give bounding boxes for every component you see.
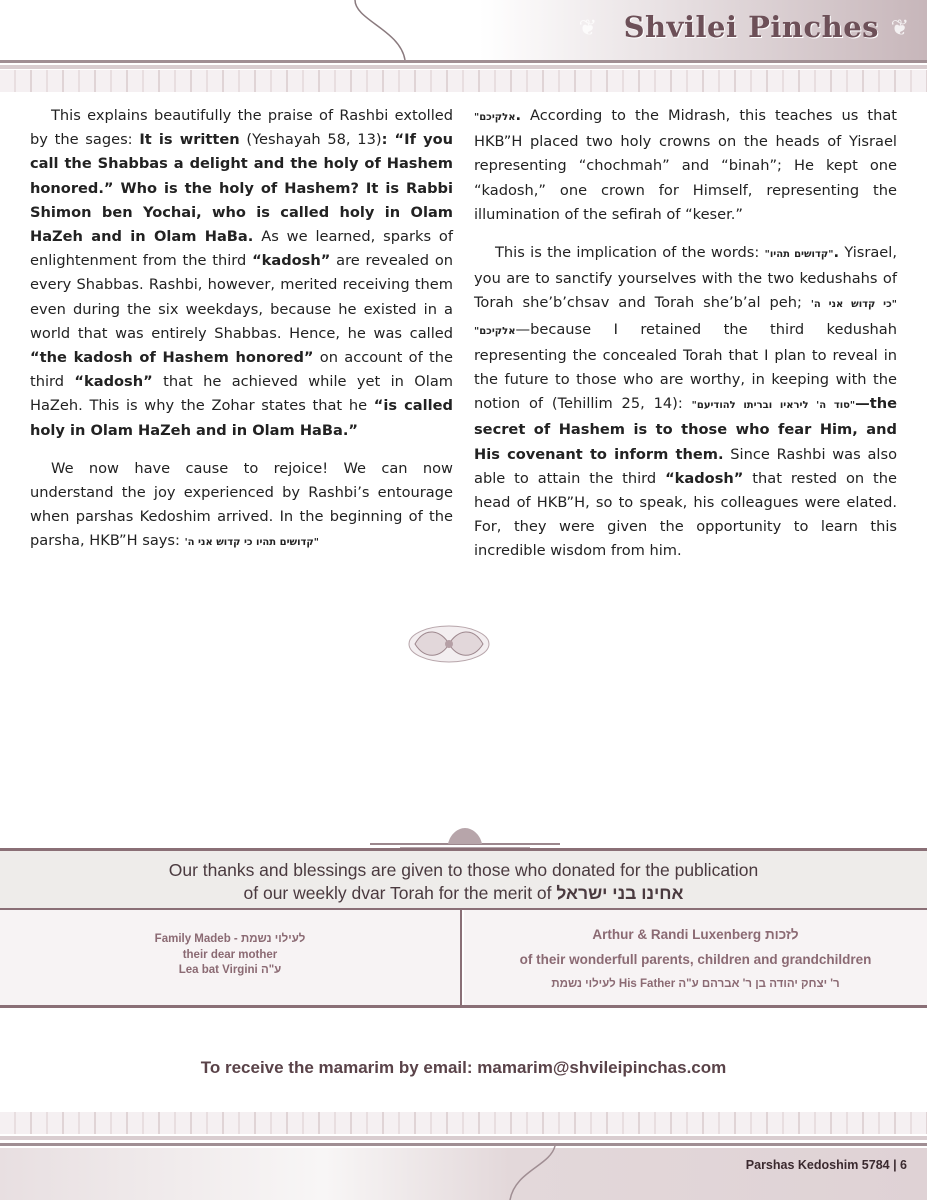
- donor-heading-line1: Our thanks and blessings are given to those who donated for the publication: [168, 860, 759, 880]
- donor-heading-line2: of our weekly dvar Torah for the merit of: [243, 883, 552, 903]
- footer-rule: [0, 1143, 927, 1146]
- paragraph: [30, 104, 453, 443]
- text: —because I retained the third kedushah representing the concealed Torah that I plan to reveal in the future to those who are worthy, in keeping with the notion of (Tehillim 25, 14):: [474, 320, 897, 413]
- text: that rested on the head of HKB”H, so to speak, his colleagues were elated. For, they were given the opportunity to learn this incredible wisdom from him.: [474, 469, 898, 560]
- donor-acknowledgement-box: [0, 848, 927, 1008]
- text: According to the Midrash, this teaches us that HKB”H placed two holy crowns on the heads of Yisrael representing “chochmah” and “binah”; He kept one “kadosh,” one crown for Himself, representing the illumination of the sefirah of “keser.”: [474, 107, 897, 223]
- bold-text: “is called holy in Olam HaZeh and in Olam HaBa.”: [30, 397, 453, 439]
- bold-text: .: [833, 244, 839, 262]
- paragraph: [474, 104, 897, 227]
- donor-right-line: לעילוי נשמת His Father ר' יצחק יהודה בן ר' אברהם ע"ה: [551, 978, 840, 990]
- donor-right-dedication: [464, 910, 927, 1005]
- donor-heading-hebrew: אחינו בני ישראל: [556, 883, 684, 903]
- bold-text: : “If you call the Shabbas a delight and the holy of Hashem honored.” Who is the holy of Hashem? It is Rabbi Shimon ben Yochai, who is called holy in Olam HaZeh and in Olam HaBa.: [30, 131, 454, 246]
- hebrew-quote: אלקיכם": [474, 112, 516, 123]
- text: (Yeshayah 58, 13): [239, 131, 382, 149]
- donor-left-dedication: [0, 910, 462, 1005]
- bold-text: “kadosh”: [74, 373, 153, 391]
- swirl-right-icon: ❦: [890, 16, 909, 41]
- hebrew-quote: "קדושים תהיו": [764, 249, 834, 261]
- text: are revealed on every Shabbas. Rashbi, however, merited receiving them even during the six weekdays, because he existed in a world that was entirely Shabbas. Hence, he was called: [30, 252, 454, 342]
- text: Since Rashbi was also able to attain the third: [474, 445, 897, 487]
- header-rule: [0, 60, 927, 63]
- donor-left-line: their dear mother: [182, 948, 278, 961]
- donor-right-line: of their wonderfull parents, children and grandchildren: [519, 952, 872, 967]
- publication-title: Shvilei Pinches: [623, 10, 879, 44]
- text: We now have cause to rejoice! We can now understand the joy experienced by Rashbi’s entourage when parshas Kedoshim arrived. In the beginning of the parsha, HKB”H says:: [30, 459, 453, 550]
- email-subscription-line: To receive the mamarim by email: mamarim@shvileipinchas.com: [200, 1058, 727, 1077]
- footer-ornamental-border: [0, 1112, 927, 1134]
- donor-box-crest-icon: [370, 826, 560, 850]
- footer-rule-light: [0, 1136, 927, 1140]
- ornament-divider-icon: [405, 620, 493, 666]
- donor-heading: [0, 848, 927, 910]
- bold-text: .: [515, 107, 522, 124]
- bold-text: —the secret of Hashem is to those who fear Him, and His covenant to inform them.: [474, 395, 897, 463]
- text: This explains beautifully the praise of Rashbi extolled by the sages:: [30, 107, 453, 149]
- bold-text: It is written: [139, 131, 240, 149]
- paragraph: [30, 457, 453, 556]
- page-footer-label: Parshas Kedoshim 5784 | 6: [745, 1158, 907, 1172]
- header-ornamental-border: [0, 70, 927, 92]
- donor-right-line: Arthur & Randi Luxenberg לזכות: [592, 927, 799, 942]
- hebrew-quote: "כי קדוש אני ה' אלקיכם": [474, 299, 897, 337]
- paragraph: [474, 241, 897, 564]
- text: on account of the third: [30, 349, 453, 391]
- bold-text: “kadosh”: [665, 469, 744, 487]
- swirl-left-icon: ❦: [578, 16, 597, 41]
- bold-text: “the kadosh of Hashem honored”: [30, 349, 314, 367]
- hebrew-quote: "קדושים תהיו כי קדוש אני ה': [184, 537, 319, 549]
- donor-box-bottom-rule: [0, 1005, 927, 1008]
- header-rule-light: [0, 65, 927, 69]
- text: Yisrael, you are to sanctify yourselves with the two kedushahs of Torah she’b’chsav and Torah she’b’al peh;: [474, 244, 897, 312]
- text: that he achieved while yet in Olam HaZeh. This is why the Zohar states that he: [30, 373, 453, 415]
- donor-heading-line2-row: [0, 882, 927, 905]
- donor-left-line: Family Madeb - לעילוי נשמת: [154, 933, 306, 945]
- footer-curve-decoration: [500, 1146, 560, 1200]
- bold-text: “kadosh”: [252, 252, 331, 270]
- footer-banner: [0, 1148, 927, 1200]
- text: This is the implication of the words:: [495, 244, 765, 262]
- donor-left-line: Lea bat Virgini ע"ה: [178, 964, 282, 976]
- text: As we learned, sparks of enlightenment from the third: [30, 228, 453, 270]
- right-column: [474, 104, 897, 578]
- left-column: [30, 104, 453, 570]
- hebrew-quote: "סוד ה' ליראיו ובריתו להודיעם": [691, 400, 856, 412]
